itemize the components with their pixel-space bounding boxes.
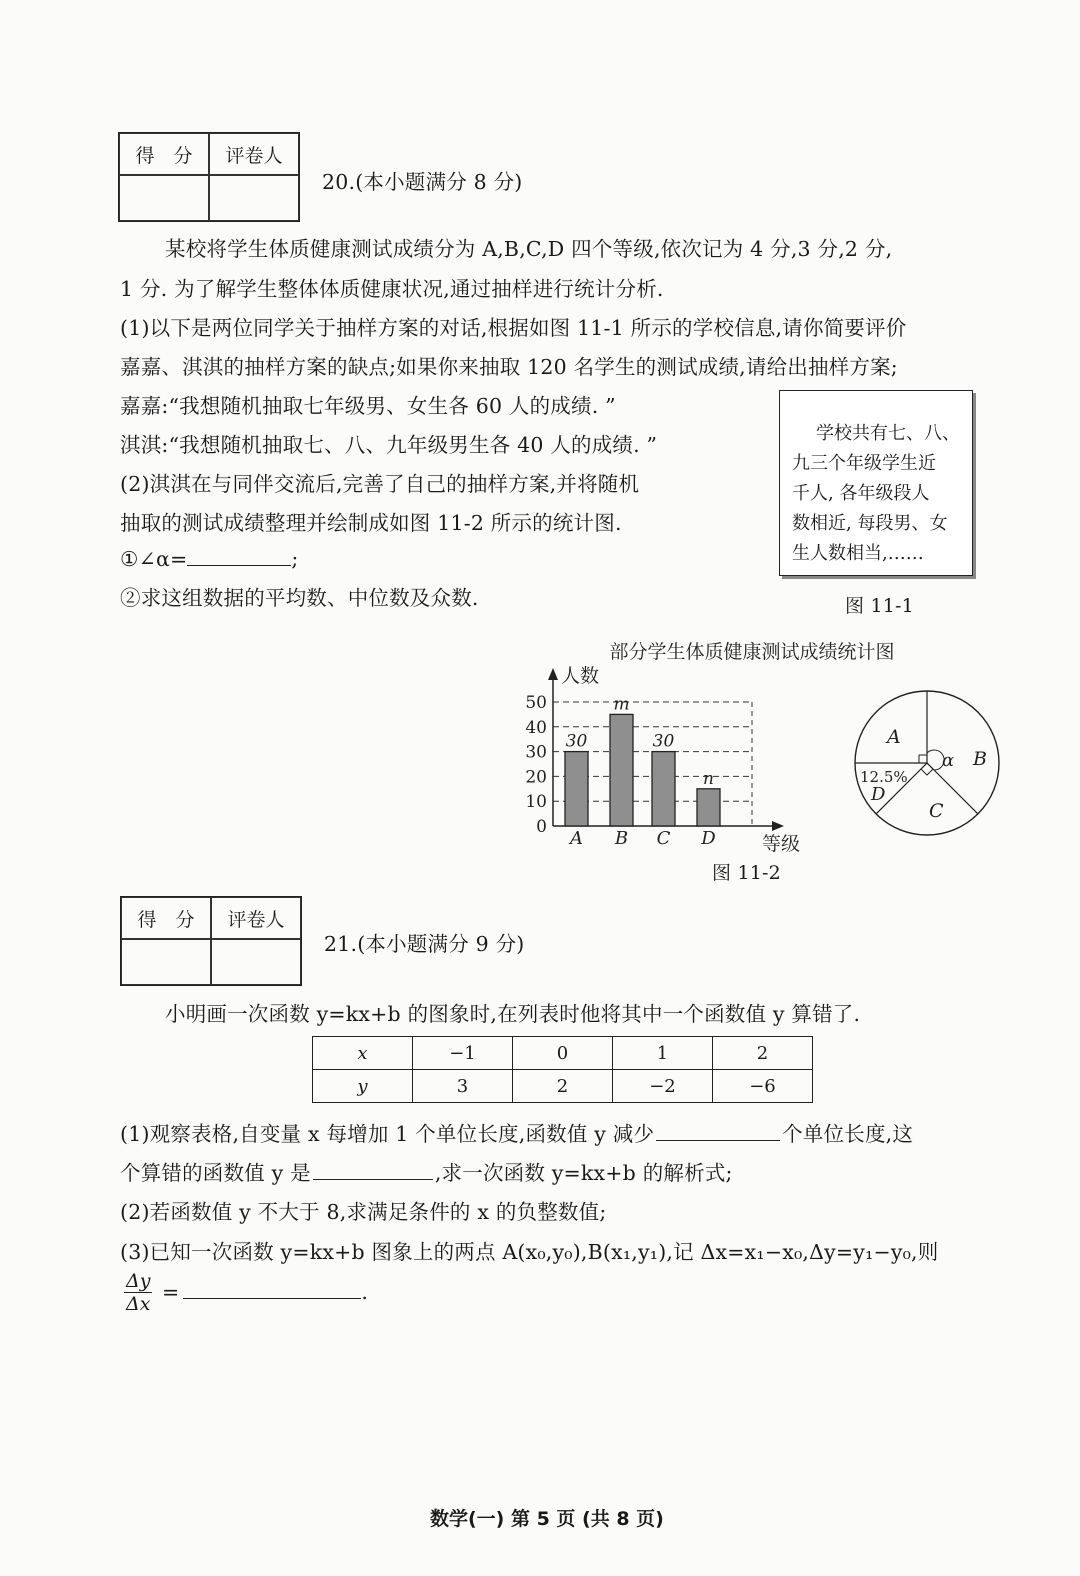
score-cell[interactable] (119, 175, 209, 221)
delta-fraction (124, 1270, 152, 1315)
x-tick-label: C (656, 828, 671, 849)
q21-part2: (2)若函数值 y 不大于 8,求满足条件的 x 的负整数值; (120, 1200, 607, 1224)
q21-heading: 21.(本小题满分 9 分) (324, 932, 525, 956)
q21-part1-line2 (120, 1156, 733, 1186)
bar-B (610, 714, 633, 826)
text: (1)观察表格,自变量 x 每增加 1 个单位长度,函数值 y 减少 (120, 1122, 655, 1146)
y-axis-label: 人数 (561, 665, 600, 687)
table-cell: 2 (513, 1070, 613, 1103)
alpha-label: α (942, 750, 955, 771)
score-label: 得 分 (121, 897, 211, 939)
answer-blank[interactable] (187, 547, 291, 566)
table-cell: 1 (613, 1037, 713, 1070)
q20-line: 嘉嘉:“我想随机抽取七年级男、女生各 60 人的成绩. ” (120, 394, 616, 418)
score-cell[interactable] (121, 939, 211, 985)
score-box-q20 (118, 132, 300, 222)
x-tick-label: D (701, 828, 716, 849)
q20-angle-question (120, 547, 298, 571)
bar-data-label: 30 (565, 731, 588, 752)
pie-label-B: B (973, 748, 987, 770)
table-cell: 3 (413, 1070, 513, 1103)
table-cell: −6 (713, 1070, 813, 1103)
pie-percent-label: 12.5% (860, 768, 908, 786)
fig-11-2-caption: 图 11-2 (712, 862, 781, 884)
bar-data-label: n (703, 768, 714, 789)
y-axis-arrow (548, 668, 558, 680)
right-angle-mark (919, 755, 927, 763)
y-tick-label: 20 (525, 767, 547, 788)
right-angle-mark (921, 763, 933, 775)
table-row (313, 1070, 813, 1103)
school-info-note (779, 390, 973, 576)
q20-line: 1 分. 为了解学生整体体质健康状况,通过抽样进行统计分析. (120, 277, 664, 301)
q20-line: 抽取的测试成绩整理并绘制成如图 11-2 所示的统计图. (120, 511, 622, 535)
note-line: 千人, 各年级段人 (792, 483, 930, 504)
text: ,求一次函数 y=kx+b 的解析式; (434, 1161, 733, 1185)
x-tick-label: B (614, 828, 629, 849)
pie-label-A: A (887, 726, 901, 748)
angle-label: ①∠α= (120, 547, 188, 571)
q21-part1-line1 (120, 1117, 913, 1147)
q21-part3: (3)已知一次函数 y=kx+b 图象上的两点 A(x₀,y₀),B(x₁,y₁),记 Δx=x₁−x₀,Δy=y₁−y₀,则 (120, 1240, 939, 1264)
equals: = (162, 1280, 180, 1304)
note-line: 九三个年级学生近 (792, 453, 936, 474)
y-tick-label: 10 (525, 792, 547, 813)
text: 个算错的函数值 y 是 (120, 1161, 311, 1185)
table-cell: 2 (713, 1037, 813, 1070)
grader-label: 评卷人 (209, 133, 299, 175)
note-line: 学校共有七、八、 (816, 423, 960, 444)
x-axis-label: 等级 (762, 833, 801, 855)
q20-line: 淇淇:“我想随机抽取七、八、九年级男生各 40 人的成绩. ” (120, 433, 658, 457)
chart-title: 部分学生体质健康测试成绩统计图 (609, 641, 895, 663)
x-axis-arrow (772, 821, 784, 831)
period: . (361, 1280, 369, 1304)
answer-blank[interactable] (656, 1122, 780, 1141)
bar-A (565, 752, 588, 826)
table-row (313, 1037, 813, 1070)
bar-data-label: m (613, 694, 630, 715)
page-footer: 数学(一) 第 5 页 (共 8 页) (430, 1508, 664, 1530)
table-cell: −1 (413, 1037, 513, 1070)
table-cell: −2 (613, 1070, 713, 1103)
text: 个单位长度,这 (782, 1122, 914, 1146)
bar-D (697, 789, 720, 826)
semicolon: ; (291, 547, 299, 571)
bar-C (652, 752, 675, 826)
pie-label-D: D (871, 784, 886, 805)
bar-data-label: 30 (652, 731, 675, 752)
y-tick-label: 40 (525, 717, 547, 738)
x-tick-label: A (570, 828, 583, 849)
q20-line: (2)淇淇在与同伴交流后,完善了自己的抽样方案,并将随机 (120, 472, 640, 496)
q20-line: (1)以下是两位同学关于抽样方案的对话,根据如图 11-1 所示的学校信息,请你简要评价 (120, 316, 907, 340)
answer-blank[interactable] (313, 1161, 433, 1180)
score-label: 得 分 (119, 133, 209, 175)
numerator: Δy (126, 1270, 151, 1292)
table-cell: y (313, 1070, 413, 1103)
statistics-chart (500, 630, 1040, 860)
note-line: 生人数相当,…… (792, 543, 924, 564)
y-tick-label: 30 (525, 742, 547, 763)
answer-blank[interactable] (183, 1280, 361, 1299)
q20-heading: 20.(本小题满分 8 分) (322, 170, 523, 194)
score-box-q21 (120, 896, 302, 986)
q20-line: ②求这组数据的平均数、中位数及众数. (120, 586, 479, 610)
q20-line: 嘉嘉、淇淇的抽样方案的缺点;如果你来抽取 120 名学生的测试成绩,请给出抽样方案; (120, 355, 898, 379)
grader-cell[interactable] (209, 175, 299, 221)
frac-answer (162, 1280, 368, 1304)
table-cell: 0 (513, 1037, 613, 1070)
function-value-table (312, 1036, 813, 1103)
denominator: Δx (126, 1293, 151, 1315)
fig-11-1-caption: 图 11-1 (845, 595, 914, 617)
q20-line: 某校将学生体质健康测试成绩分为 A,B,C,D 四个等级,依次记为 4 分,3 分,2 分, (165, 237, 893, 261)
pie-label-C: C (929, 800, 944, 822)
q21-intro: 小明画一次函数 y=kx+b 的图象时,在列表时他将其中一个函数值 y 算错了. (165, 1002, 861, 1026)
y-tick-label: 50 (525, 693, 547, 713)
note-line: 数相近, 每段男、女 (792, 513, 948, 534)
grader-cell[interactable] (211, 939, 301, 985)
y-tick-label: 0 (536, 817, 547, 837)
table-cell: x (313, 1037, 413, 1070)
grader-label: 评卷人 (211, 897, 301, 939)
